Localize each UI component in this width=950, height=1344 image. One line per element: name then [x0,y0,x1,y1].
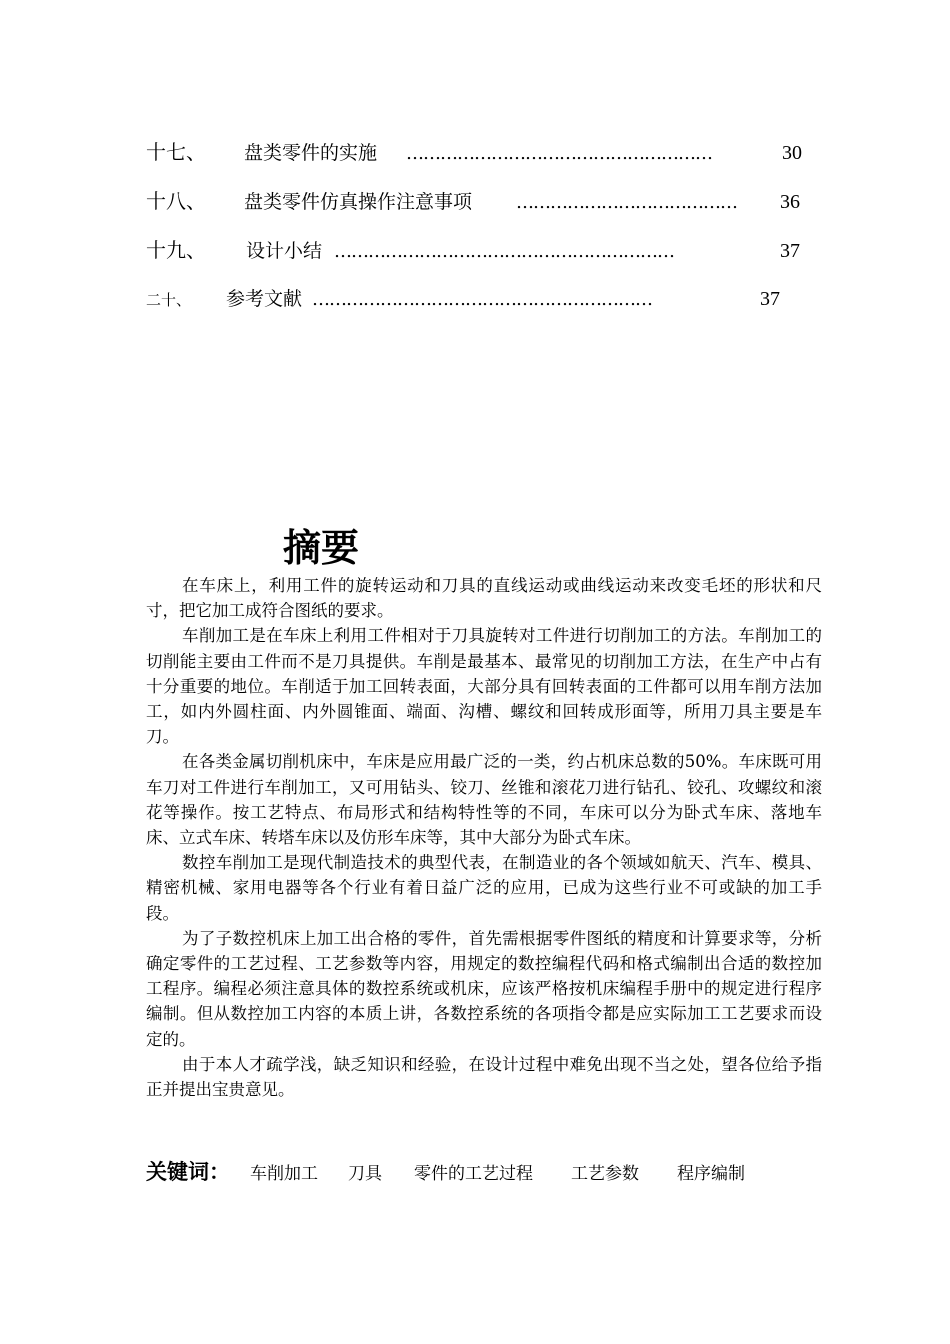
toc-entry-leader: …………………………………………………… [334,241,674,262]
toc-entry-page: 37 [780,240,800,262]
keyword: 程序编制 [677,1164,745,1184]
abstract-paragraph: 由于本人才疏学浅，缺乏知识和经验，在设计过程中难免出现不当之处，望各位给予指正并提出宝贵意见。 [146,1054,822,1100]
abstract-heading: 摘要 [283,525,360,570]
toc-entry-leader: …………………………………………………… [312,289,652,310]
toc-entry-page: 30 [782,142,802,164]
abstract-body [146,573,822,1102]
keywords-label: 关键词： [146,1160,230,1184]
abstract-paragraph: 车削加工是在车床上利用工件相对于刀具旋转对工件进行切削加工的方法。车削加工的切削能主要由工件而不是刀具提供。车削是最基本、最常见的切削加工方法，在生产中占有十分重要的地位。车削适于加工回转表面，大部分具有回转表面的工件都可以用车削方法加工，如内外圆柱面、内外圆锥面、端面、沟槽、螺纹和回转成形面等，所用刀具主要是车刀。 [146,626,822,747]
toc-entry-leader: ………………………………… [516,192,737,213]
toc-entry-leader: ……………………………………………… [406,143,712,164]
toc-entry-number: 二十、 [146,291,192,309]
toc-entry-page: 36 [780,191,800,213]
keyword: 零件的工艺过程 [414,1164,533,1184]
abstract-paragraph: 为了子数控机床上加工出合格的零件，首先需根据零件图纸的精度和计算要求等，分析确定零件的工艺过程、工艺参数等内容，用规定的数控编程代码和格式编制出合适的数控加工程序。编程必须注意具体的数控系统或机床，应该严格按机床编程手册中的规定进行程序编制。但从数控加工内容的本质上讲，各数控系统的各项指令都是应实际加工工艺要求而设定的。 [146,928,822,1049]
keyword: 工艺参数 [571,1164,639,1184]
abstract-paragraph: 数控车削加工是现代制造技术的典型代表，在制造业的各个领域如航天、汽车、模具、精密机械、家用电器等各个行业有着日益广泛的应用，已成为这些行业不可或缺的加工手段。 [146,853,822,923]
toc-entry-number: 十七、 [146,140,206,164]
toc-entry-title: 盘类零件仿真操作注意事项 [244,191,473,213]
keyword: 车削加工 [250,1164,318,1184]
keywords-line [146,1156,745,1186]
abstract-paragraph: 在各类金属切削机床中，车床是应用最广泛的一类，约占机床总数的50%。车床既可用车刀对工件进行车削加工，又可用钻头、铰刀、丝锥和滚花刀进行钻孔、铰孔、攻螺纹和滚花等操作。按工艺特点、布局形式和结构特性等的不同，车床可以分为卧式车床、落地车床、立式车床、转塔车床以及仿形车床等，其中大部分为卧式车床。 [146,752,822,848]
toc-entry-title: 参考文献 [226,288,303,310]
abstract-paragraph: 在车床上，利用工件的旋转运动和刀具的直线运动或曲线运动来改变毛坯的形状和尺寸，把它加工成符合图纸的要求。 [146,576,822,621]
toc-entry-17 [146,136,802,166]
toc-entry-title: 盘类零件的实施 [244,142,378,164]
keyword: 刀具 [348,1164,382,1184]
toc-entry-19 [146,234,800,264]
toc-entry-title: 设计小结 [246,240,323,262]
toc-entry-number: 十九、 [146,238,206,262]
toc-entry-number: 十八、 [146,189,206,213]
toc-entry-page: 37 [760,288,780,310]
toc-entry-20 [146,284,780,314]
toc-entry-18 [146,185,800,215]
